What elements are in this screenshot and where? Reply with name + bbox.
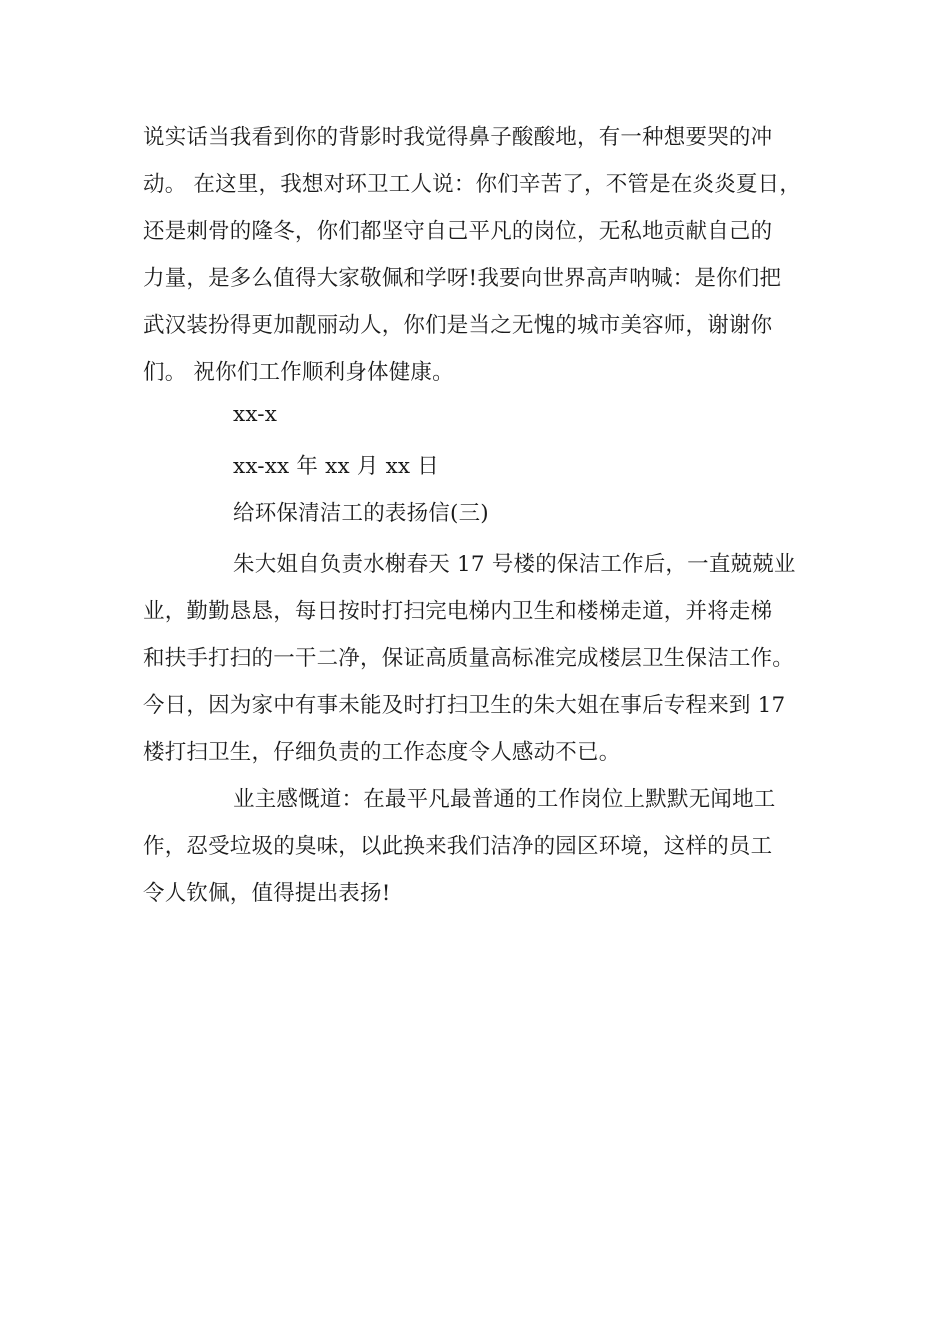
body-line: 和扶手打扫的一干二净，保证高质量高标准完成楼层卫生保洁工作。 <box>143 646 795 671</box>
body-line: 业，勤勤恳恳，每日按时打扫完电梯内卫生和楼梯走道，并将走梯 <box>143 599 773 624</box>
body-line: 动。 在这里，我想对环卫工人说：你们辛苦了，不管是在炎炎夏日， <box>143 172 802 197</box>
body-line: 还是刺骨的隆冬，你们都坚守自己平凡的岗位，无私地贡献自己的 <box>143 219 773 244</box>
body-line: 们。 祝你们工作顺利身体健康。 <box>143 360 454 385</box>
body-line: 力量，是多么值得大家敬佩和学呀!我要向世界高声呐喊：是你们把 <box>143 266 782 291</box>
body-line: 今日，因为家中有事未能及时打扫卫生的朱大姐在事后专程来到 17 <box>143 693 786 718</box>
signature: xx-x <box>233 402 278 427</box>
letter-date: xx-xx 年 xx 月 xx 日 <box>233 454 439 479</box>
body-line: 业主感慨道：在最平凡最普通的工作岗位上默默无闻地工 <box>233 787 776 812</box>
body-line: 楼打扫卫生，仔细负责的工作态度令人感动不已。 <box>143 740 621 765</box>
body-line: 说实话当我看到你的背影时我觉得鼻子酸酸地，有一种想要哭的冲 <box>143 125 773 150</box>
body-line: 令人钦佩，值得提出表扬! <box>143 881 391 906</box>
body-line: 武汉装扮得更加靓丽动人，你们是当之无愧的城市美容师，谢谢你 <box>143 313 773 338</box>
body-line: 作，忍受垃圾的臭味，以此换来我们洁净的园区环境，这样的员工 <box>143 834 773 859</box>
body-line: 朱大姐自负责水榭春天 17 号楼的保洁工作后，一直兢兢业 <box>233 552 796 577</box>
letter-title: 给环保清洁工的表扬信(三) <box>233 501 489 526</box>
